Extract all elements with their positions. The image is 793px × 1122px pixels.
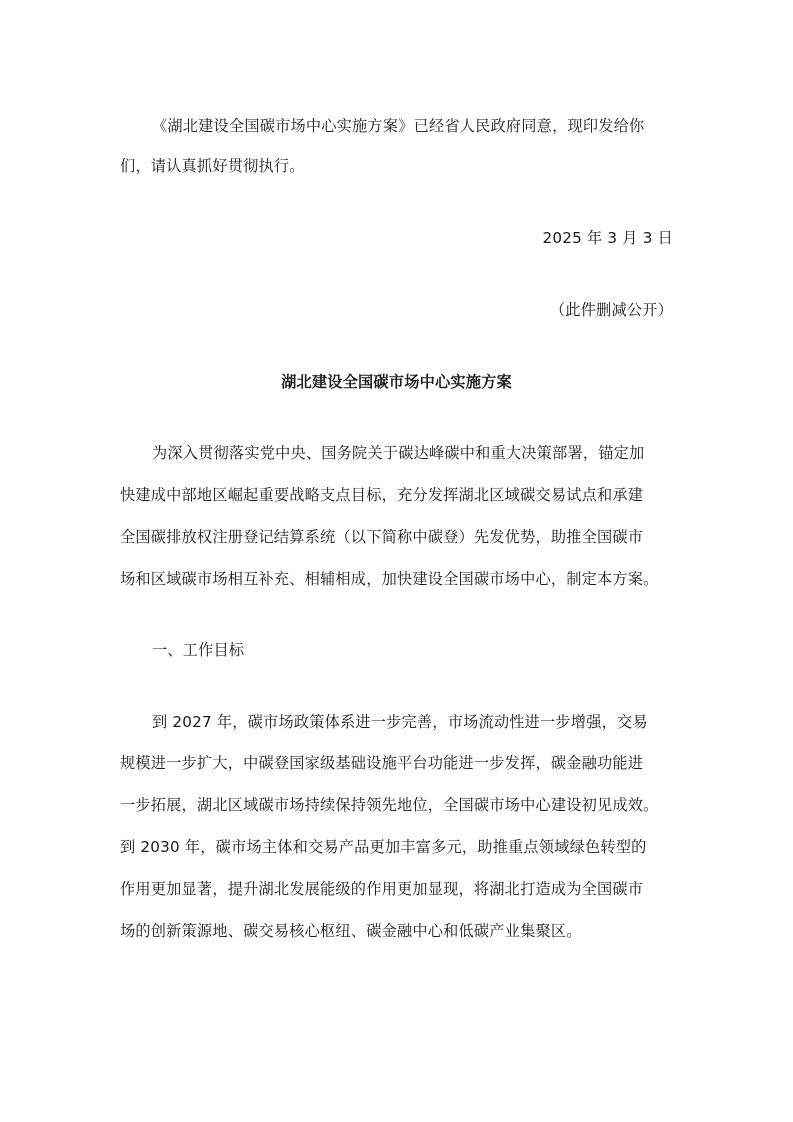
intro-line: 全国碳排放权注册登记结算系统（以下简称中碳登）先发优势，助推全国碳市: [120, 528, 644, 546]
intro-line: 快建成中部地区崛起重要战略支点目标，充分发挥湖北区域碳交易试点和承建: [120, 486, 644, 504]
section-line: 到 2030 年，碳市场主体和交易产品更加丰富多元，助推重点领域绿色转型的: [120, 838, 647, 856]
section-line: 一步拓展，湖北区域碳市场持续保持领先地位，全国碳市场中心建设初见成效。: [120, 796, 659, 814]
section-line: 规模进一步扩大，中碳登国家级基础设施平台功能进一步发挥，碳金融功能进: [120, 754, 644, 772]
intro-line: 场和区域碳市场相互补充、相辅相成，加快建设全国碳市场中心，制定本方案。: [120, 570, 659, 588]
section-line: 到 2027 年，碳市场政策体系进一步完善，市场流动性进一步增强，交易: [152, 713, 648, 731]
intro-line: 为深入贯彻落实党中央、国务院关于碳达峰碳中和重大决策部署，锚定加: [152, 444, 645, 462]
section-line: 场的创新策源地、碳交易核心枢纽、碳金融中心和低碳产业集聚区。: [120, 922, 582, 940]
section-heading: 一、工作目标: [152, 641, 245, 659]
issue-date: 2025 年 3 月 3 日: [542, 229, 673, 247]
section-line: 作用更加显著，提升湖北发展能级的作用更加显现，将湖北打造成为全国碳市: [120, 880, 644, 898]
notice-line: 们，请认真抓好贯彻执行。: [120, 157, 305, 175]
publication-remark: （此件删减公开）: [549, 301, 673, 319]
notice-line: 《湖北建设全国碳市场中心实施方案》已经省人民政府同意，现印发给你: [152, 117, 645, 135]
document-title: 湖北建设全国碳市场中心实施方案: [281, 373, 512, 391]
